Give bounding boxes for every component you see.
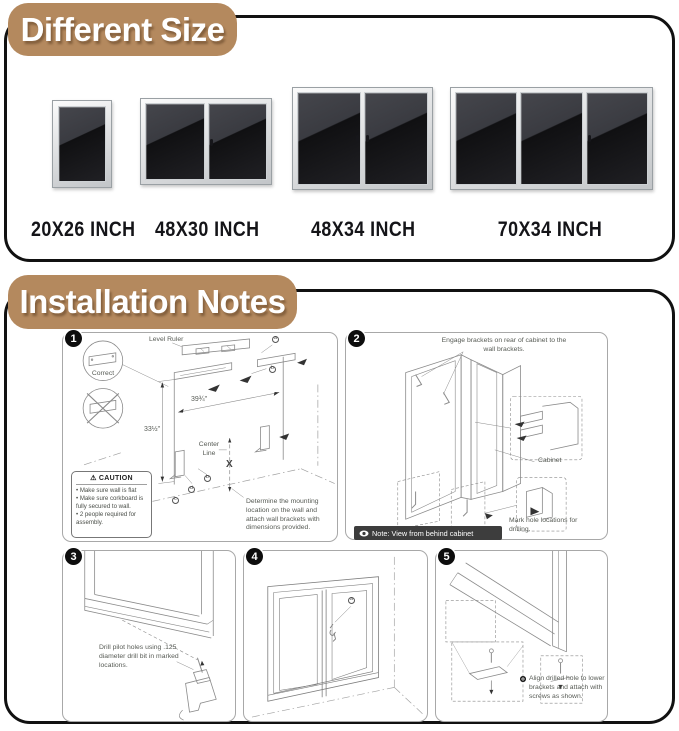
cabinet-label: Cabinet <box>538 457 562 464</box>
lock-icon <box>210 139 213 146</box>
part-marker: c <box>172 497 179 504</box>
board-door <box>145 103 205 180</box>
correct-label: Correct <box>91 370 115 377</box>
step-2-number: 2 <box>348 330 365 347</box>
caution-item: • 2 people required for assembly. <box>76 511 147 527</box>
step-3-diagram <box>63 551 235 721</box>
board-door <box>208 103 268 180</box>
step-1-instruction: Determine the mounting location on the wall and attach wall brackets with dimensions provided. <box>246 498 320 532</box>
board-door <box>58 106 106 182</box>
step-1-panel <box>62 332 338 542</box>
height-dimension: 33½" <box>144 426 161 433</box>
lock-icon <box>200 139 203 146</box>
x-dimension-label: X <box>226 459 233 470</box>
caution-header <box>76 474 147 482</box>
part-marker: a <box>272 336 279 343</box>
board-door <box>364 92 428 185</box>
installation-title: Installation Notes <box>8 275 297 329</box>
lock-icon <box>588 135 591 142</box>
step-5-number: 5 <box>438 548 455 565</box>
level-ruler-label: Level Ruler <box>149 336 184 343</box>
lock-icon <box>512 135 515 142</box>
part-marker: d <box>188 486 195 493</box>
engage-brackets-note: Engage brackets on rear of cabinet to the wall brackets. <box>441 337 567 353</box>
board-48x34 <box>292 87 433 190</box>
view-note-text: Note: View from behind cabinet <box>372 528 474 538</box>
part-marker: a <box>348 597 355 604</box>
step-5-note <box>520 675 606 701</box>
board-door <box>586 92 648 185</box>
board-48x30 <box>140 98 272 185</box>
step-3-number: 3 <box>65 548 82 565</box>
lock-icon <box>101 141 104 148</box>
mark-holes-note: Mark hole locations for drilling. <box>509 517 578 533</box>
part-marker: b <box>204 475 211 482</box>
warning-icon: ⚠ <box>90 475 97 482</box>
screw-icon <box>520 676 526 682</box>
step-3-instruction: Drill pilot holes using .125 diameter drill bit in marked locations. <box>99 644 179 669</box>
size-label-48x30: 48X30 INCH <box>155 218 260 241</box>
lock-icon <box>356 135 359 142</box>
step-1-number: 1 <box>65 330 82 347</box>
width-dimension: 39¾" <box>191 396 208 403</box>
view-note-bar <box>354 526 502 540</box>
caution-title: CAUTION <box>98 475 133 482</box>
caution-item: • Make sure corkboard is fully secured to wall. <box>76 495 147 511</box>
step-2-panel <box>345 332 608 540</box>
step-3-panel <box>62 550 236 722</box>
board-20x26 <box>52 100 112 188</box>
step-5-panel <box>435 550 608 722</box>
different-size-title: Different Size <box>8 3 237 56</box>
board-door <box>520 92 582 185</box>
step-4-panel <box>243 550 428 722</box>
step-5-instruction: Align drilled hole to lower brackets and attach with screws as shown. <box>529 675 605 700</box>
caution-box <box>71 471 152 538</box>
lock-icon <box>366 135 369 142</box>
caution-item: • Make sure wall is flat <box>76 487 147 495</box>
step-4-diagram <box>244 551 427 721</box>
center-line-label: Center Line <box>198 441 220 457</box>
size-label-48x34: 48X34 INCH <box>311 218 416 241</box>
size-label-20x26: 20X26 INCH <box>31 218 136 241</box>
board-door <box>297 92 361 185</box>
step-2-diagram <box>346 333 607 539</box>
lock-icon <box>578 135 581 142</box>
eye-icon <box>359 530 369 537</box>
step-4-number: 4 <box>246 548 263 565</box>
part-marker: b <box>269 366 276 373</box>
board-door <box>455 92 517 185</box>
board-70x34 <box>450 87 653 190</box>
size-label-70x34: 70X34 INCH <box>497 218 603 241</box>
